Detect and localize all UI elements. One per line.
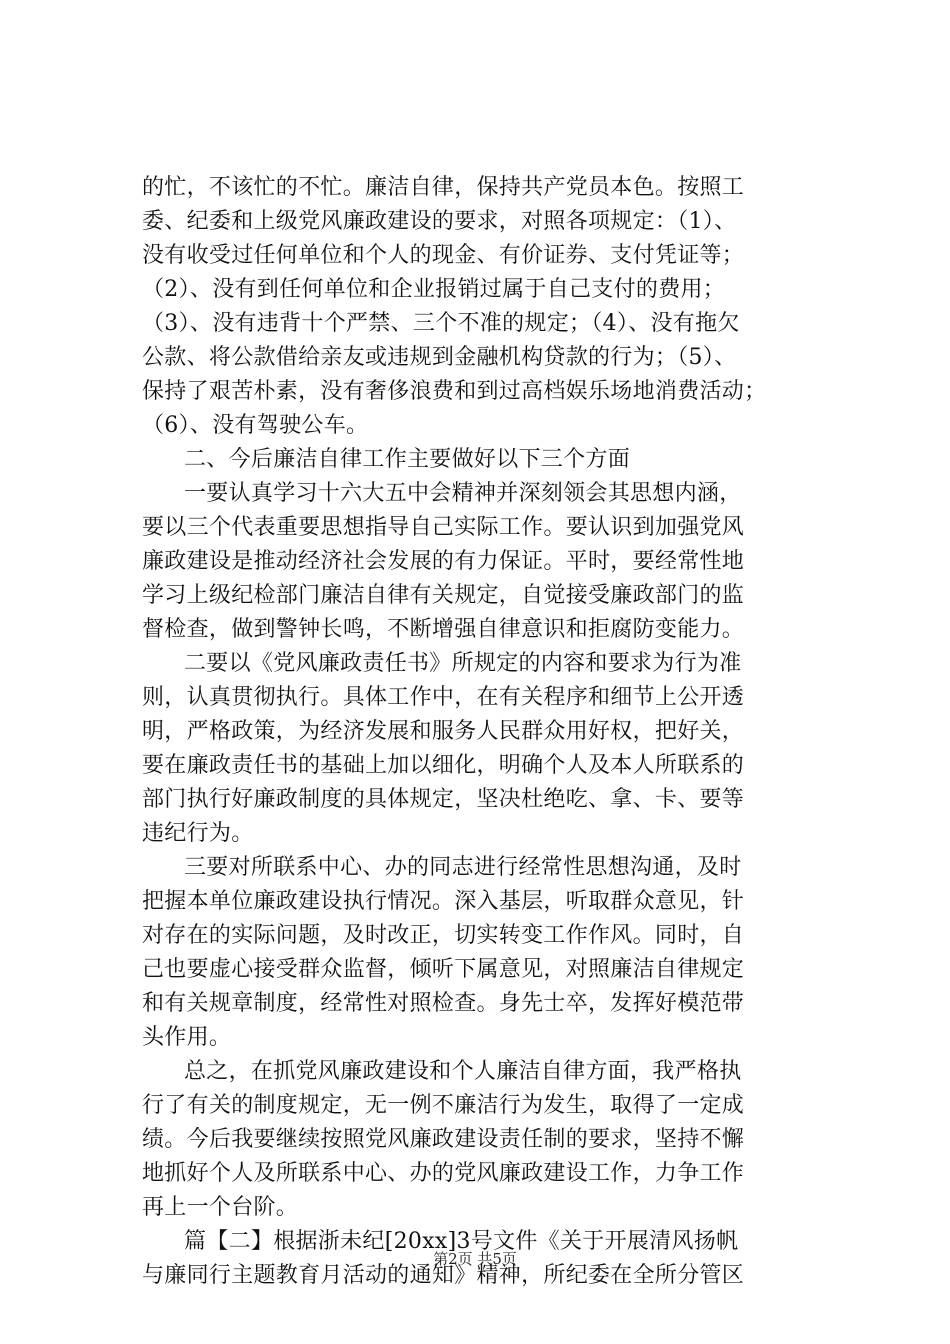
body-line: 要以三个代表重要思想指导自己实际工作。要认识到加强党风 [142, 515, 745, 540]
section-heading: 二、今后廉洁自律工作主要做好以下三个方面 [184, 447, 631, 472]
body-line: 明，严格政策，为经济发展和服务人民群众用好权，把好关， [142, 719, 745, 744]
body-line: （3）、没有违背十个严禁、三个不准的规定；（4）、没有拖欠 [142, 311, 740, 336]
body-line: 的忙，不该忙的不忙。廉洁自律，保持共产党员本色。按照工 [142, 175, 745, 200]
document-body [142, 171, 822, 1293]
body-line: 行了有关的制度规定，无一例不廉洁行为发生，取得了一定成 [142, 1093, 745, 1118]
paragraph-start-line: 篇【二】根据浙未纪[20xx]3号文件《关于开展清风扬帆 [184, 1229, 739, 1254]
paragraph-start-line: 一要认真学习十六大五中会精神并深刻领会其思想内涵， [184, 481, 742, 506]
body-line: 部门执行好廉政制度的具体规定，坚决杜绝吃、拿、卡、要等 [142, 787, 745, 812]
body-line: 要在廉政责任书的基础上加以细化，明确个人及本人所联系的 [142, 753, 745, 778]
body-line: 违纪行为。 [142, 821, 254, 846]
body-line: 廉政建设是推动经济社会发展的有力保证。平时，要经常性地 [142, 549, 745, 574]
page-number-footer: 第2页 共5页 [433, 1250, 517, 1268]
body-line: 绩。今后我要继续按照党风廉政建设责任制的要求，坚持不懈 [142, 1127, 745, 1152]
body-line: 把握本单位廉政建设执行情况。深入基层，听取群众意见，针 [142, 889, 745, 914]
body-line: 对存在的实际问题，及时改正，切实转变工作作风。同时，自 [142, 923, 745, 948]
paragraph-start-line: 三要对所联系中心、办的同志进行经常性思想沟通，及时 [184, 855, 742, 880]
body-line: （2）、没有到任何单位和企业报销过属于自己支付的费用； [142, 277, 726, 302]
body-line: 没有收受过任何单位和个人的现金、有价证券、支付凭证等； [142, 243, 745, 268]
body-line: 己也要虚心接受群众监督，倾听下属意见，对照廉洁自律规定 [142, 957, 745, 982]
body-line: 委、纪委和上级党风廉政建设的要求，对照各项规定：（1）、 [142, 209, 737, 234]
body-line: 督检查，做到警钟长鸣，不断增强自律意识和拒腐防变能力。 [142, 617, 745, 642]
paragraph-start-line: 总之，在抓党风廉政建设和个人廉洁自律方面，我严格执 [184, 1059, 742, 1084]
body-line: （6）、没有驾驶公车。 [142, 413, 369, 438]
body-line: 则，认真贯彻执行。具体工作中，在有关程序和细节上公开透 [142, 685, 745, 710]
paragraph-start-line: 二要以《党风廉政责任书》所规定的内容和要求为行为准 [184, 651, 742, 676]
body-line: 再上一个台阶。 [142, 1195, 299, 1220]
body-line: 公款、将公款借给亲友或违规到金融机构贷款的行为；（5）、 [142, 345, 737, 370]
body-line: 保持了艰苦朴素，没有奢侈浪费和到过高档娱乐场地消费活动； [142, 379, 767, 404]
body-line: 和有关规章制度，经常性对照检查。身先士卒，发挥好模范带 [142, 991, 745, 1016]
body-line: 地抓好个人及所联系中心、办的党风廉政建设工作，力争工作 [142, 1161, 745, 1186]
body-line: 头作用。 [142, 1025, 232, 1050]
body-line: 与廉同行主题教育月活动的通知》精神，所纪委在全所分管区 [142, 1263, 745, 1288]
body-line: 学习上级纪检部门廉洁自律有关规定，自觉接受廉政部门的监 [142, 583, 745, 608]
